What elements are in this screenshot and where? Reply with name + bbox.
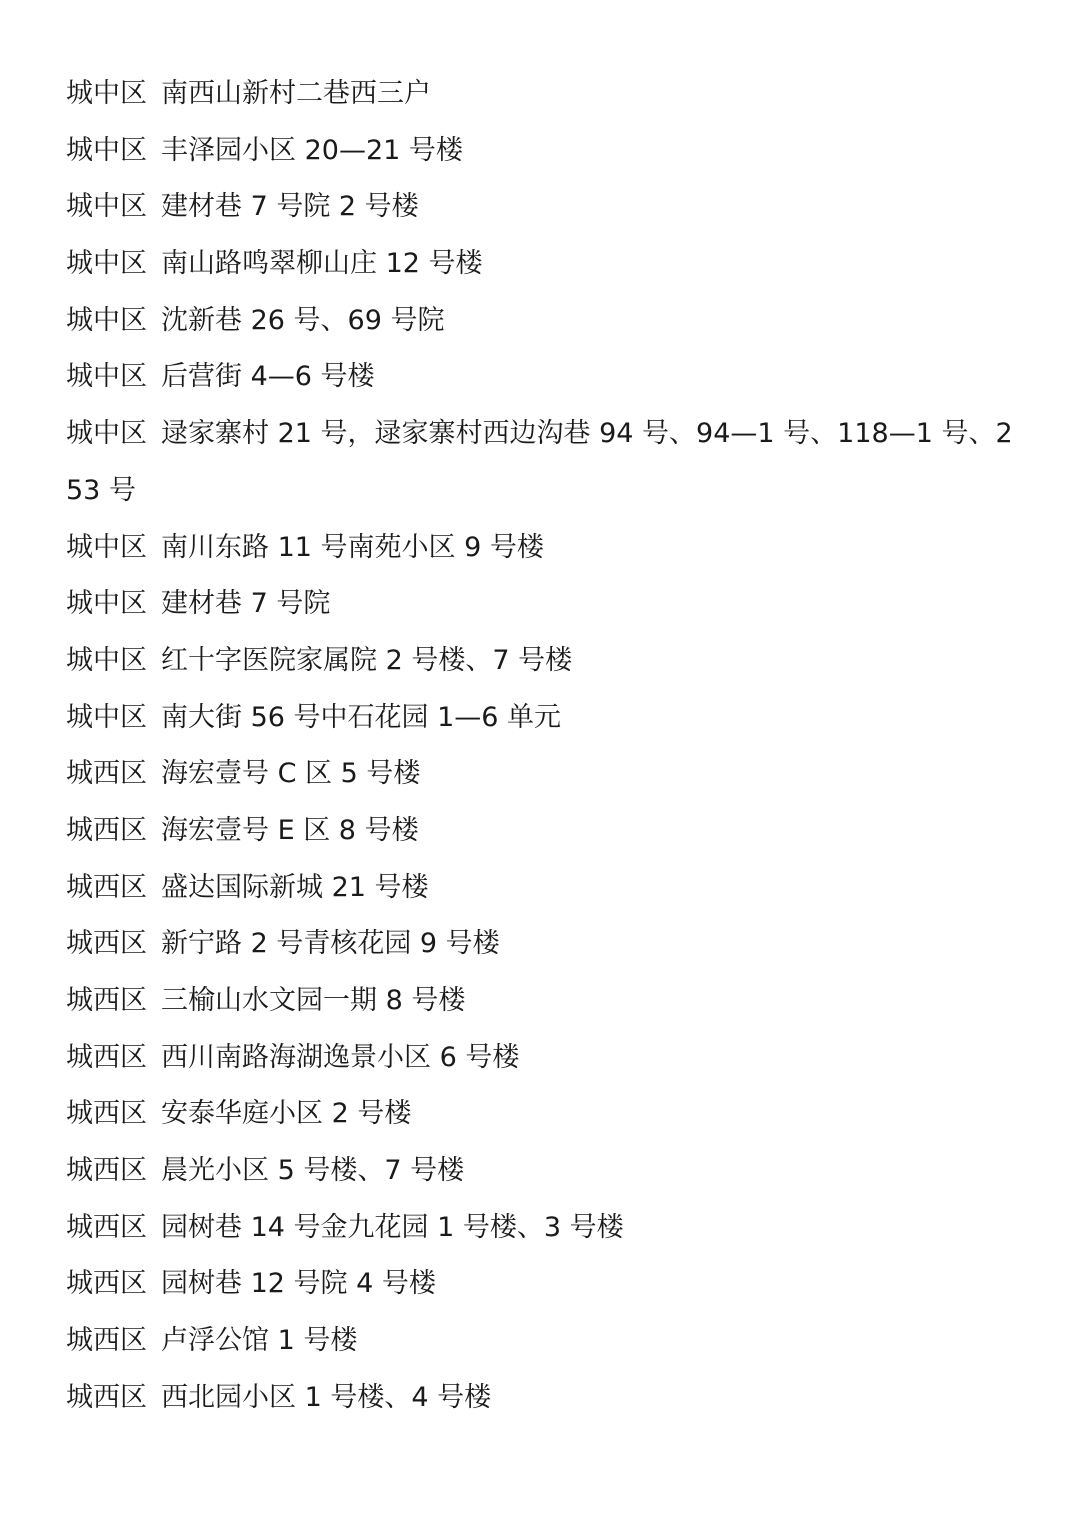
list-item xyxy=(66,576,1026,633)
district-name: 城西区 xyxy=(66,928,147,960)
address-text: 南西山新村二巷西三户 xyxy=(161,78,431,109)
district-name: 城中区 xyxy=(66,248,147,280)
address-text: 南川东路 11 号南苑小区 9 号楼 xyxy=(161,531,544,563)
district-name: 城西区 xyxy=(66,1381,147,1413)
address-text: 逯家寨村 21 号，逯家寨村西边沟巷 94 号、94—1 号、118—1 号、253 号 xyxy=(66,418,1013,506)
list-item xyxy=(66,690,1026,747)
district-name: 城西区 xyxy=(66,1268,147,1300)
list-item xyxy=(66,1370,1026,1427)
list-item xyxy=(66,1086,1026,1143)
list-item xyxy=(66,1143,1026,1200)
district-name: 城西区 xyxy=(66,814,147,846)
list-item xyxy=(66,66,1026,123)
address-text: 新宁路 2 号青核花园 9 号楼 xyxy=(161,928,500,960)
list-item xyxy=(66,406,1026,519)
district-name: 城中区 xyxy=(66,134,147,166)
address-text: 后营街 4—6 号楼 xyxy=(161,361,375,393)
address-text: 南山路鸣翠柳山庄 12 号楼 xyxy=(161,248,483,280)
district-name: 城中区 xyxy=(66,304,147,336)
district-name: 城西区 xyxy=(66,1325,147,1357)
list-item xyxy=(66,123,1026,180)
list-item xyxy=(66,1313,1026,1370)
address-text: 丰泽园小区 20—21 号楼 xyxy=(161,134,463,166)
list-item xyxy=(66,293,1026,350)
district-name: 城西区 xyxy=(66,871,147,903)
list-item xyxy=(66,1200,1026,1257)
list-item xyxy=(66,633,1026,690)
district-name: 城中区 xyxy=(66,78,147,109)
list-item xyxy=(66,973,1026,1030)
address-text: 红十字医院家属院 2 号楼、7 号楼 xyxy=(161,644,573,676)
address-text: 南大街 56 号中石花园 1—6 单元 xyxy=(161,701,562,733)
district-name: 城中区 xyxy=(66,588,147,620)
address-text: 园树巷 12 号院 4 号楼 xyxy=(161,1268,436,1300)
address-text: 园树巷 14 号金九花园 1 号楼、3 号楼 xyxy=(161,1211,624,1243)
district-name: 城中区 xyxy=(66,361,147,393)
district-name: 城西区 xyxy=(66,1098,147,1130)
address-text: 卢浮公馆 1 号楼 xyxy=(161,1325,358,1357)
address-text: 沈新巷 26 号、69 号院 xyxy=(161,304,445,336)
list-item xyxy=(66,179,1026,236)
address-text: 三榆山水文园一期 8 号楼 xyxy=(161,985,466,1017)
district-name: 城西区 xyxy=(66,758,147,790)
address-text: 盛达国际新城 21 号楼 xyxy=(161,871,429,903)
district-name: 城中区 xyxy=(66,531,147,563)
address-text: 建材巷 7 号院 xyxy=(161,588,331,620)
district-name: 城中区 xyxy=(66,701,147,733)
list-item xyxy=(66,349,1026,406)
address-text: 海宏壹号 C 区 5 号楼 xyxy=(161,758,421,790)
list-item xyxy=(66,1256,1026,1313)
list-item xyxy=(66,236,1026,293)
list-item xyxy=(66,860,1026,917)
address-text: 海宏壹号 E 区 8 号楼 xyxy=(161,814,419,846)
address-text: 西北园小区 1 号楼、4 号楼 xyxy=(161,1381,492,1413)
list-item xyxy=(66,1030,1026,1087)
district-name: 城中区 xyxy=(66,644,147,676)
list-item xyxy=(66,916,1026,973)
district-name: 城西区 xyxy=(66,1041,147,1073)
address-text: 西川南路海湖逸景小区 6 号楼 xyxy=(161,1041,520,1073)
district-name: 城西区 xyxy=(66,1211,147,1243)
list-item xyxy=(66,803,1026,860)
list-item xyxy=(66,520,1026,577)
address-text: 建材巷 7 号院 2 号楼 xyxy=(161,191,419,223)
district-name: 城中区 xyxy=(66,191,147,223)
list-item xyxy=(66,746,1026,803)
district-name: 城中区 xyxy=(66,418,147,450)
address-text: 晨光小区 5 号楼、7 号楼 xyxy=(161,1155,465,1187)
address-text: 安泰华庭小区 2 号楼 xyxy=(161,1098,412,1130)
address-list xyxy=(66,66,1026,1427)
district-name: 城西区 xyxy=(66,985,147,1017)
district-name: 城西区 xyxy=(66,1155,147,1187)
